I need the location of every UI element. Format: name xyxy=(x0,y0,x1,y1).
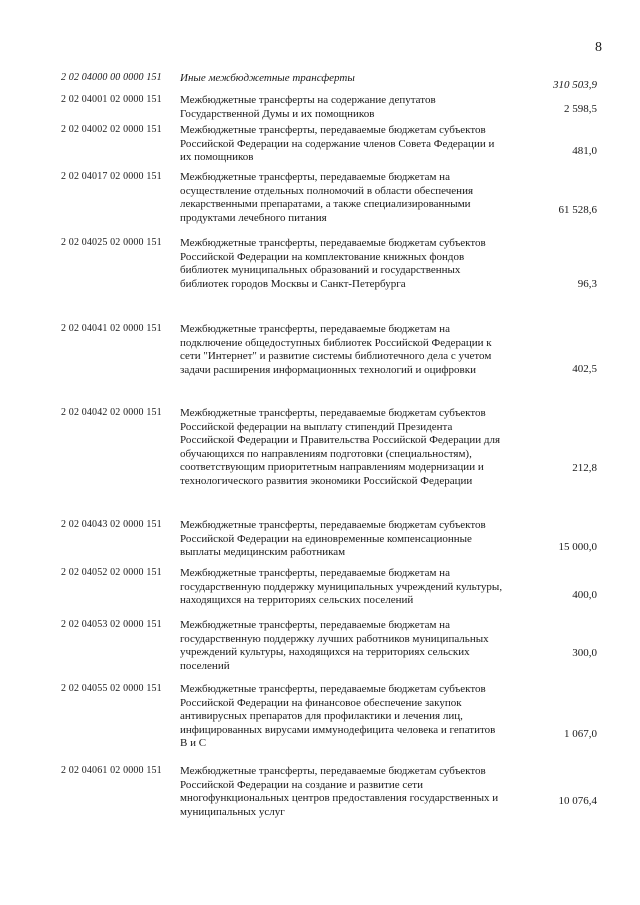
budget-code: 2 02 04002 02 0000 151 xyxy=(61,124,162,135)
budget-row xyxy=(0,94,640,124)
budget-amount: 300,0 xyxy=(572,647,597,659)
budget-code: 2 02 04055 02 0000 151 xyxy=(61,683,162,694)
budget-row xyxy=(0,407,640,507)
budget-row xyxy=(0,171,640,231)
budget-row xyxy=(0,519,640,564)
budget-code: 2 02 04061 02 0000 151 xyxy=(61,765,162,776)
budget-description: Межбюджетные трансферты, передаваемые бюджетам субъектов Российской Федерации на единовременные компенсационные выплаты медицинским работникам xyxy=(180,519,486,558)
budget-code: 2 02 04043 02 0000 151 xyxy=(61,519,162,530)
budget-description: Межбюджетные трансферты, передаваемые бюджетам на государственную поддержку лучших работников муниципальных учреждений культуры, находящихся на территориях сельских поселений xyxy=(180,619,489,672)
budget-code: 2 02 04001 02 0000 151 xyxy=(61,94,162,105)
budget-description: Межбюджетные трансферты на содержание депутатов Государственной Думы и их помощников xyxy=(180,94,436,120)
page-number: 8 xyxy=(595,40,602,55)
budget-amount: 400,0 xyxy=(572,589,597,601)
budget-code: 2 02 04017 02 0000 151 xyxy=(61,171,162,182)
budget-description: Межбюджетные трансферты, передаваемые бюджетам субъектов Российской федерации на выплату стипендий Президента Российской Федерации и Правительства Российской Федерации для обучающихся по направлениям подготовки (специальностям), соответствующим приоритетным направлениям модернизации и технологического развития экономики Российской Федерации xyxy=(180,407,501,487)
budget-amount: 2 598,5 xyxy=(564,103,597,115)
budget-code: 2 02 04052 02 0000 151 xyxy=(61,567,162,578)
budget-amount: 481,0 xyxy=(572,145,597,157)
budget-description: Межбюджетные трансферты, передаваемые бюджетам на подключение общедоступных библиотек Российской Федерации к сети "Интернет" и развитие системы библиотечного дела с учетом задачи расширения информационных технологий и оцифровки xyxy=(180,323,492,376)
budget-row xyxy=(0,765,640,825)
budget-amount: 61 528,6 xyxy=(558,204,597,216)
budget-description: Межбюджетные трансферты, передаваемые бюджетам субъектов Российской Федерации на финансовое обеспечение закупок антивирусных препаратов для профилактики и лечения лиц, инфицированных вирусами иммунодефицита человека и гепатитов В и С xyxy=(180,683,496,749)
budget-row xyxy=(0,323,640,393)
budget-description: Межбюджетные трансферты, передаваемые бюджетам на государственную поддержку муниципальных учреждений культуры, находящихся на территориях сельских поселений xyxy=(180,567,503,606)
budget-row xyxy=(0,72,640,92)
budget-amount: 15 000,0 xyxy=(558,541,597,553)
budget-amount: 310 503,9 xyxy=(553,79,597,91)
budget-amount: 10 076,4 xyxy=(558,795,597,807)
budget-row xyxy=(0,619,640,672)
budget-amount: 1 067,0 xyxy=(564,728,597,740)
budget-code: 2 02 04000 00 0000 151 xyxy=(61,72,162,83)
budget-code: 2 02 04025 02 0000 151 xyxy=(61,237,162,248)
budget-description: Межбюджетные трансферты, передаваемые бюджетам субъектов Российской Федерации на содержание членов Совета Федерации и их помощников xyxy=(180,124,495,163)
budget-description: Иные межбюджетные трансферты xyxy=(180,72,355,84)
budget-row xyxy=(0,567,640,612)
budget-amount: 402,5 xyxy=(572,363,597,375)
budget-code: 2 02 04042 02 0000 151 xyxy=(61,407,162,418)
budget-description: Межбюджетные трансферты, передаваемые бюджетам субъектов Российской Федерации на создание и развитие сети многофункциональных центров предоставления государственных и муниципальных услуг xyxy=(180,765,499,818)
budget-code: 2 02 04053 02 0000 151 xyxy=(61,619,162,630)
budget-amount: 212,8 xyxy=(572,462,597,474)
budget-code: 2 02 04041 02 0000 151 xyxy=(61,323,162,334)
budget-row xyxy=(0,683,640,753)
budget-row xyxy=(0,124,640,169)
budget-description: Межбюджетные трансферты, передаваемые бюджетам на осуществление отдельных полномочий в области обеспечения лекарственными препаратами, а также специализированными продуктами лечебного питания xyxy=(180,171,474,224)
budget-amount: 96,3 xyxy=(577,278,597,290)
budget-description: Межбюджетные трансферты, передаваемые бюджетам субъектов Российской Федерации на комплектование книжных фондов библиотек муниципальных образований и государственных библиотек городов Москвы и Санкт-Петербурга xyxy=(180,237,486,290)
budget-row xyxy=(0,237,640,307)
